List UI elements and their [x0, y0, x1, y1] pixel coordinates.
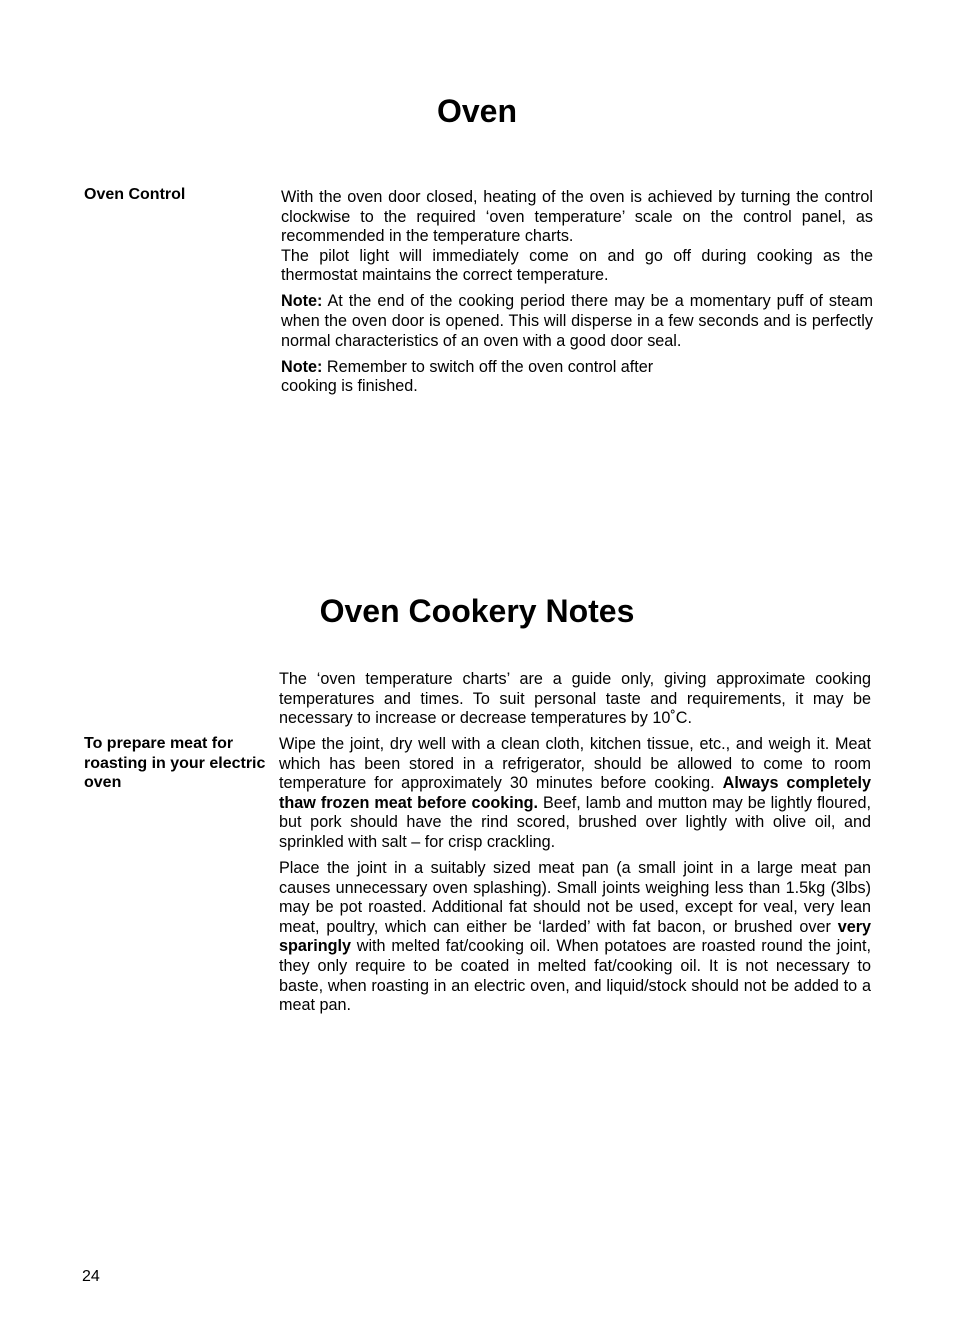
- prepare-meat-text-cont: with melted fat/cooking oil. When potatoes are roasted round the joint, they only require to be coated in melted fat/cooking oil. It is not necessary to baste, when roasting in an electric oven, and liquid/stock should not be added to a meat pan.: [279, 937, 871, 1015]
- prepare-meat-text-cont: Beef, lamb and mutton may be lightly floured, but pork should have the rind scored, brushed over lightly with olive oil, and sprinkled with salt – for crisp crackling.: [279, 793, 871, 851]
- cookery-intro-paragraph: The ‘oven temperature charts’ are a guide only, giving approximate cooking temperatures and times. To suit personal taste and requirements, it may be necessary to increase or decrease temperatures by 10˚C.: [279, 670, 871, 728]
- note-text: Remember to switch off the oven control after: [322, 357, 654, 376]
- oven-control-text-2: The pilot light will immediately come on and go off during cooking as the thermostat maintains the correct temperature.: [281, 246, 873, 285]
- page-title-oven-cookery-notes: Oven Cookery Notes: [319, 593, 635, 629]
- oven-control-body: [281, 188, 873, 403]
- prepare-meat-text: Wipe the joint, dry well with a clean cloth, kitchen tissue, etc., and weigh it. Meat which has been stored in a refrigerator, should be allowed to come to room temperature for approximately 30 minutes before cooking.: [279, 735, 871, 793]
- prepare-meat-paragraph-1: [279, 735, 871, 853]
- prepare-meat-text: Place the joint in a suitably sized meat pan (a small joint in a large meat pan causes unnecessary oven splashing). Small joints weighing less than 1.5kg (3lbs) may be pot roasted. Additional fat should not be used, except for veal, very lean meat, poultry, which can either be ‘larded’ with fat bacon, or brushed over: [279, 859, 871, 936]
- prepare-meat-body: [279, 735, 871, 1022]
- section-label-oven-control: Oven Control: [84, 186, 186, 203]
- oven-note-1: [281, 292, 873, 351]
- note-text: At the end of the cooking period there may be a momentary puff of steam when the oven door is opened. This will disperse in a few seconds and is perfectly normal characteristics of an oven with a good door seal.: [281, 292, 873, 350]
- oven-control-text-1: With the oven door closed, heating of the oven is achieved by turning the control clockwise to the required ‘oven temperature’ scale on the control panel, as recommended in the temperature charts.: [281, 188, 873, 246]
- oven-note-2: [281, 358, 873, 397]
- oven-control-paragraph: [281, 188, 873, 286]
- note-label: Note:: [281, 292, 323, 311]
- thaw-warning: Always completely thaw frozen meat before cooking.: [279, 774, 872, 812]
- note-label: Note:: [281, 357, 323, 376]
- note-text-cont: cooking is finished.: [281, 377, 418, 396]
- page-number: 24: [82, 1268, 100, 1285]
- page-title-oven: Oven: [436, 93, 518, 129]
- cookery-intro: [279, 670, 871, 735]
- prepare-meat-paragraph-2: [279, 859, 871, 1016]
- section-label-prepare-meat: To prepare meat for roasting in your electric oven: [84, 735, 266, 791]
- emphasis-text: very sparingly: [279, 917, 871, 956]
